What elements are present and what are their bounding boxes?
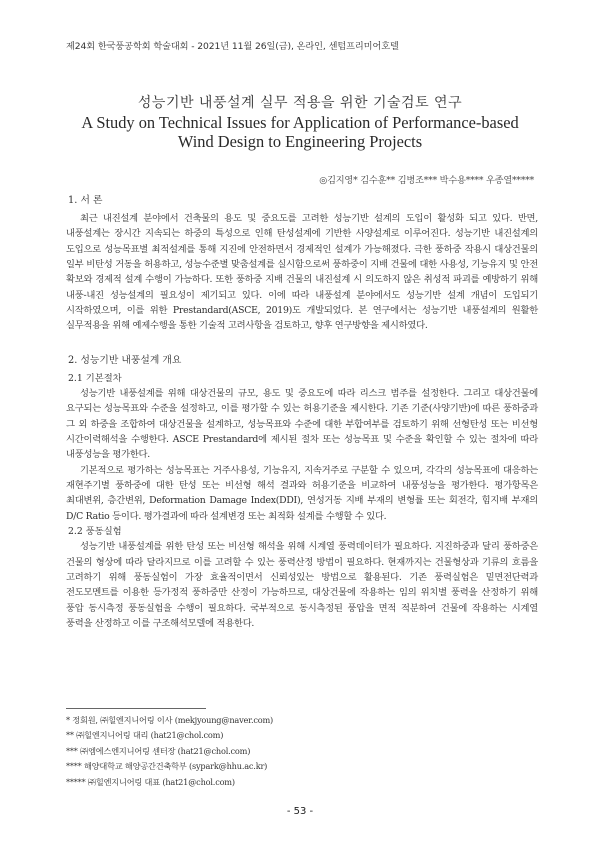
title-english-line1: A Study on Technical Issues for Application of Performance-based [81, 113, 519, 132]
paragraph-procedure-1: 성능기반 내풍설계를 위해 대상건물의 규모, 용도 및 중요도에 따라 리스크 범주를 설정한다. 그리고 대상건물에 요구되는 성능목표와 수준을 설정하고, 이를 평가할 수 있는 허용기준을 제시한다. 기존 기준(사양기반)에 따른 풍하중과 그 외 하중을 조합하여 대상건물을 설계하고, 성능목표와 수준에 대한 부합여부를 검토하기 위해 선형탄성 또는 비선형 시간이력해석을 수행한다. ASCE Prestandard에 제시된 절차 또는 성능목표 및 수준을 확인할 수 있는 절차에 따라 내풍성능을 평가한다. [66, 388, 538, 461]
section-title-overview: 2. 성능기반 내풍설계 개요 [68, 354, 182, 366]
paragraph-introduction: 최근 내진설계 분야에서 건축물의 용도 및 중요도를 고려한 성능기반 설계의 도입이 활성화 되고 있다. 반면, 내풍설계는 장시간 지속되는 하중의 특성으로 인해 탄성설계에 기반한 사양설계로 이루어진다. 성능기반 내진설계의 도입으로 성능목표별 최적설계를 통해 지진에 안전하면서 경제적인 설계가 가능해졌다. 극한 풍하중 작용시 대상건물의 일부 비탄성 거동을 허용하고, 성능수준별 맞춤설계를 실시함으로써 풍하중이 지배 건물에 대한 사용성, 기능유지 및 안전 확보와 경제적 설계 수행이 가능하다. 또한 풍하중 지배 건물의 내진설계 시 의도하지 않은 취성적 파괴를 예방하기 위해 내풍-내진 성능설계의 필요성이 제기되고 있다. 이에 따라 내풍설계 분야에서도 성능기반 설계 개념이 도입되기 시작하였으며, 이를 위한 Prestandard(ASCE, 2019)도 개발되었다. 본 연구에서는 성능기반 내풍설계의 원활한 실무적용을 위해 예제수행을 통한 기술적 고려사항을 검토하고, 향후 연구방향을 제시하였다. [66, 213, 538, 332]
footnotes [66, 713, 273, 790]
authors: ◎김지영* 김수훈** 김병조*** 박수용**** 우종열***** [319, 175, 534, 186]
section-title-introduction: 1. 서 론 [68, 195, 103, 206]
footnote-4: **** 해양대학교 해양공간건축학부 (sypark@hhu.ac.kr) [66, 761, 268, 772]
footnote-1: * 정회원, ㈜힐엔지니어링 이사 (mekjyoung@naver.com) [66, 715, 274, 725]
body-column [66, 188, 538, 632]
title-block [0, 94, 600, 151]
footnote-2: ** ㈜힐엔지니어링 대리 (hat21@chol.com) [66, 730, 224, 741]
page-number: - 53 - [286, 806, 314, 817]
section-gap [66, 334, 538, 348]
footnote-divider [66, 708, 206, 709]
title-korean: 성능기반 내풍설계 실무 적용을 위한 기술검토 연구 [137, 95, 463, 111]
footnote-3: *** ㈜엠에스엔지니어링 센터장 (hat21@chol.com) [66, 745, 251, 756]
title-english-line2: Wind Design to Engineering Projects [177, 132, 423, 151]
footnote-5: ***** ㈜힐엔지니어링 대표 (hat21@chol.com) [66, 776, 235, 787]
conference-header: 제24회 한국풍공학회 학술대회 - 2021년 11월 26일(금), 온라인, 센텀프리미어호텔 [66, 41, 399, 52]
paragraph-procedure-2: 기본적으로 평가하는 성능목표는 거주사용성, 기능유지, 지속거주로 구분할 수 있으며, 각각의 성능목표에 대응하는 재현주기별 풍하중에 대한 탄성 또는 비선형 해석 결과와 허용기준을 비교하여 내풍성능을 평가한다. 평가항목은 최대변위, 층간변위, Deformation Damage Index(DDI), 연성거동 지배 부재의 변형률 또는 회전각, 힘지배 부재의 D/C Ratio 등이다. 평가결과에 따라 설계변경 또는 최적화 설계를 수행할 수 있다. [66, 464, 538, 522]
subsection-title-wind-tunnel: 2.2 풍동실험 [68, 526, 122, 538]
paragraph-wind-tunnel: 성능기반 내풍설계를 위한 탄성 또는 비선형 해석을 위해 시계열 풍력데이터가 필요하다. 지진하중과 달리 풍하중은 건물의 형상에 따라 달라지므로 이를 고려할 수 있는 풍력산정 방법이 필요하다. 현재까지는 건물형상과 기류의 흐름을 고려하기 위해 풍동실험이 가장 효율적이면서 신뢰성있는 방법으로 활용된다. 기존 풍력실험은 밑면전단력과 전도모멘트를 이용한 등가정적 풍하중만 산정이 가능하므로, 대상건물에 작용하는 임의 위치별 풍력을 산정하기 위해 풍압 동시측정 풍동실험을 수행이 필요하다. 국부적으로 동시측정된 풍압을 면적 적분하여 건물에 작용하는 시계열 풍력을 산정하고 이를 구조해석모델에 적용한다. [66, 541, 538, 630]
subsection-title-procedure: 2.1 기본절차 [68, 372, 122, 384]
